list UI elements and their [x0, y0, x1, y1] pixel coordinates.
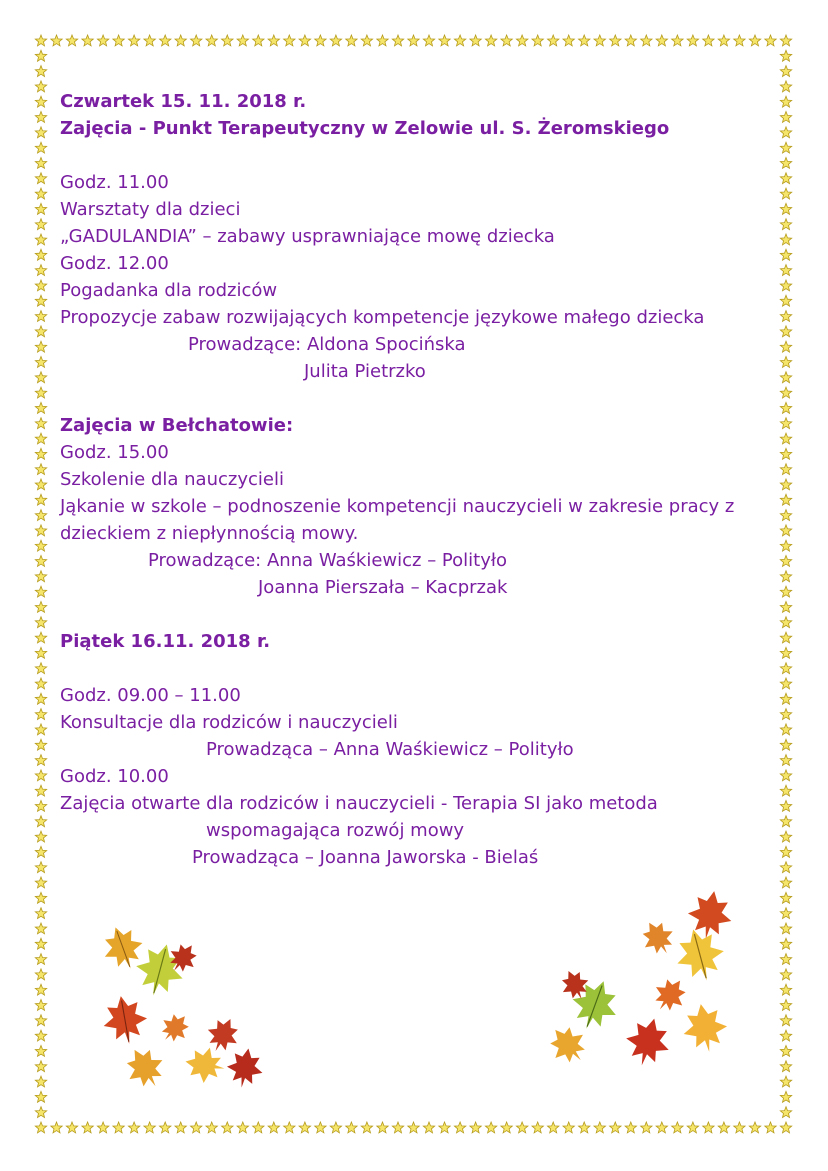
star-icon [35, 525, 46, 536]
star-icon [35, 402, 46, 413]
star-icon [222, 35, 234, 46]
star-icon [780, 1076, 791, 1087]
autumn-leaves-icon [540, 880, 740, 1080]
star-icon [35, 1107, 46, 1118]
star-icon [35, 617, 46, 628]
day-heading-thursday: Czwartek 15. 11. 2018 r. [60, 91, 307, 112]
star-icon [579, 1122, 590, 1133]
star-icon [532, 1122, 543, 1133]
star-icon [377, 35, 388, 46]
star-icon [35, 433, 46, 444]
star-icon [641, 1122, 652, 1133]
star-icon [780, 418, 791, 429]
event-description: Jąkanie w szkole – podnoszenie kompetencji nauczycieli w zakresie pracy z [60, 496, 735, 517]
star-icon [594, 1122, 606, 1133]
venue-heading-belchatow: Zajęcia w Bełchatowie: [60, 415, 294, 436]
star-icon [284, 1122, 295, 1133]
star-icon [687, 1122, 698, 1133]
star-icon [35, 81, 46, 92]
star-icon [780, 1091, 791, 1102]
star-icon [780, 862, 791, 873]
star-icon [780, 280, 791, 291]
star-icon [35, 663, 46, 674]
star-icon [35, 265, 46, 276]
star-icon [470, 1122, 481, 1133]
star-icon [734, 35, 745, 46]
star-icon [97, 35, 108, 46]
star-icon [35, 954, 46, 965]
event-title-continued: wspomagająca rozwój mowy [206, 820, 465, 841]
star-icon [330, 35, 341, 46]
star-icon [35, 724, 46, 735]
star-icon [35, 234, 46, 245]
star-icon [780, 127, 791, 138]
star-icon [718, 35, 729, 46]
star-icon [35, 50, 46, 61]
star-icon [35, 632, 46, 643]
star-icon [175, 35, 186, 46]
star-icon [160, 1122, 171, 1133]
star-icon [610, 35, 621, 46]
star-icon [780, 801, 791, 812]
star-icon [377, 1122, 388, 1133]
star-icon [780, 923, 791, 934]
star-icon [35, 418, 46, 429]
star-icon [35, 755, 46, 766]
star-icon [35, 556, 46, 567]
star-icon [423, 35, 434, 46]
star-icon [780, 984, 791, 995]
star-icon [780, 525, 791, 536]
star-icon [35, 923, 46, 934]
star-icon [641, 35, 652, 46]
star-icon [485, 35, 496, 46]
star-icon [35, 1030, 46, 1041]
star-icon [35, 1122, 46, 1133]
time-label: Godz. 10.00 [60, 766, 169, 787]
star-icon [780, 908, 791, 919]
star-icon [35, 66, 46, 77]
star-icon [35, 1000, 46, 1011]
star-icon [703, 35, 714, 46]
star-icon [780, 387, 791, 398]
star-icon [35, 326, 46, 337]
star-icon [516, 1122, 528, 1133]
star-icon [35, 602, 46, 613]
star-icon [35, 127, 46, 138]
time-label: Godz. 15.00 [60, 442, 169, 463]
star-icon [268, 1122, 279, 1133]
venue-heading-zelow: Zajęcia - Punkt Terapeutyczny w Zelowie ul. S. Żeromskiego [60, 118, 670, 139]
star-icon [35, 571, 46, 582]
star-icon [780, 663, 791, 674]
star-icon [206, 1122, 217, 1133]
star-icon [501, 1122, 512, 1133]
star-icon [35, 586, 46, 597]
star-icon [780, 617, 791, 628]
star-icon [35, 693, 46, 704]
star-icon [408, 1122, 419, 1133]
announcement [60, 88, 780, 871]
star-icon [35, 249, 46, 260]
star-icon [780, 265, 791, 276]
star-icon [780, 831, 791, 842]
star-icon [780, 969, 791, 980]
star-icon [780, 35, 791, 46]
autumn-leaves-icon [95, 920, 280, 1095]
star-icon [780, 785, 791, 796]
star-icon [718, 1122, 729, 1133]
star-icon [361, 35, 372, 46]
star-icon [35, 785, 46, 796]
star-icon [610, 1122, 621, 1133]
star-icon [392, 1122, 403, 1133]
star-icon [160, 35, 171, 46]
star-icon [35, 372, 46, 383]
star-icon [82, 1122, 93, 1133]
star-icon [299, 35, 311, 46]
time-label: Godz. 11.00 [60, 172, 169, 193]
star-icon [346, 1122, 357, 1133]
star-icon [749, 35, 760, 46]
star-icon [35, 1015, 46, 1026]
star-icon [780, 173, 791, 184]
star-icon [780, 357, 791, 368]
star-icon [563, 35, 574, 46]
star-icon [35, 387, 46, 398]
star-icon [780, 1061, 791, 1072]
star-icon [392, 35, 403, 46]
star-icon [66, 1122, 77, 1133]
star-icon [672, 35, 684, 46]
star-icon [97, 1122, 108, 1133]
star-icon [780, 295, 791, 306]
star-icon [66, 35, 77, 46]
star-icon [780, 464, 791, 475]
star-icon [687, 35, 698, 46]
leaders-line: Joanna Pierszała – Kacprzak [258, 577, 508, 598]
star-icon [35, 1091, 46, 1102]
star-icon [35, 96, 46, 107]
star-icon [35, 219, 46, 230]
star-icon [780, 448, 791, 459]
star-icon [35, 969, 46, 980]
star-icon [780, 234, 791, 245]
star-icon [35, 739, 46, 750]
star-icon [51, 1122, 62, 1133]
star-icon [51, 35, 62, 46]
star-icon [780, 158, 791, 169]
event-description: Propozycje zabaw rozwijających kompetencje językowe małego dziecka [60, 307, 705, 328]
star-icon [35, 203, 46, 214]
star-icon [734, 1122, 745, 1133]
star-icon [780, 1122, 791, 1133]
star-icon [35, 1076, 46, 1087]
star-icon [35, 173, 46, 184]
star-icon [299, 1122, 311, 1133]
star-icon [175, 1122, 186, 1133]
star-icon [780, 632, 791, 643]
time-label: Godz. 09.00 – 11.00 [60, 685, 241, 706]
star-icon [35, 464, 46, 475]
star-icon [35, 112, 46, 123]
star-icon [144, 1122, 156, 1133]
star-icon [780, 877, 791, 888]
star-icon [780, 755, 791, 766]
star-icon [35, 862, 46, 873]
star-icon [780, 249, 791, 260]
star-icon [780, 402, 791, 413]
star-icon [361, 1122, 372, 1133]
star-icon [191, 35, 202, 46]
star-icon [780, 724, 791, 735]
star-icon [35, 540, 46, 551]
star-icon [35, 908, 46, 919]
star-icon [128, 1122, 139, 1133]
star-icon [35, 142, 46, 153]
star-icon [35, 1061, 46, 1072]
star-icon [579, 35, 590, 46]
star-icon [439, 35, 450, 46]
star-icon [284, 35, 295, 46]
star-icon [749, 1122, 760, 1133]
star-icon [656, 35, 667, 46]
star-icon [35, 188, 46, 199]
star-icon [35, 341, 46, 352]
star-icon [268, 35, 279, 46]
star-icon [516, 35, 528, 46]
star-icon [253, 1122, 264, 1133]
star-icon [780, 846, 791, 857]
star-icon [780, 892, 791, 903]
star-icon [780, 341, 791, 352]
event-description: „GADULANDIA” – zabawy usprawniające mowę dziecka [60, 226, 555, 247]
event-description: dzieckiem z niepłynnością mowy. [60, 523, 359, 544]
star-icon [35, 846, 46, 857]
star-icon [780, 709, 791, 720]
event-title: Konsultacje dla rodziców i nauczycieli [60, 712, 398, 733]
star-icon [780, 203, 791, 214]
star-icon [35, 1046, 46, 1057]
star-icon [780, 66, 791, 77]
star-icon [470, 35, 481, 46]
star-icon [780, 1107, 791, 1118]
star-icon [563, 1122, 574, 1133]
star-icon [35, 984, 46, 995]
star-icon [35, 35, 46, 46]
star-icon [113, 35, 124, 46]
star-icon [625, 35, 636, 46]
star-icon [346, 35, 357, 46]
star-icon [35, 709, 46, 720]
star-icon [35, 280, 46, 291]
star-icon [191, 1122, 202, 1133]
star-icon [439, 1122, 450, 1133]
star-icon [35, 678, 46, 689]
star-icon [35, 357, 46, 368]
star-icon [780, 1015, 791, 1026]
star-icon [35, 448, 46, 459]
star-icon [35, 158, 46, 169]
star-icon [780, 326, 791, 337]
star-icon [780, 1030, 791, 1041]
star-icon [780, 96, 791, 107]
day-heading-friday: Piątek 16.11. 2018 r. [60, 631, 271, 652]
star-icon [780, 571, 791, 582]
star-icon [113, 1122, 124, 1133]
star-icon [780, 494, 791, 505]
star-icon [315, 35, 326, 46]
event-title: Warsztaty dla dzieci [60, 199, 241, 220]
star-icon [780, 693, 791, 704]
star-icon [703, 1122, 714, 1133]
time-label: Godz. 12.00 [60, 253, 169, 274]
star-icon [35, 311, 46, 322]
star-icon [35, 816, 46, 827]
star-icon [765, 1122, 776, 1133]
star-icon [672, 1122, 684, 1133]
star-icon [237, 35, 248, 46]
leaders-line: Prowadzące: Anna Waśkiewicz – Polityło [148, 550, 507, 571]
star-icon [330, 1122, 341, 1133]
star-icon [594, 35, 606, 46]
star-icon [780, 938, 791, 949]
star-icon [780, 81, 791, 92]
star-icon [780, 647, 791, 658]
star-icon [35, 770, 46, 781]
star-icon [780, 433, 791, 444]
star-icon [625, 1122, 636, 1133]
leaders-line: Prowadzące: Aldona Spocińska [188, 334, 466, 355]
star-icon [35, 801, 46, 812]
event-title: Szkolenie dla nauczycieli [60, 469, 284, 490]
star-icon [144, 35, 156, 46]
star-icon [501, 35, 512, 46]
star-icon [780, 1000, 791, 1011]
star-icon [548, 35, 559, 46]
star-icon [532, 35, 543, 46]
star-icon [423, 1122, 434, 1133]
star-icon [35, 510, 46, 521]
star-icon [780, 50, 791, 61]
star-icon [780, 311, 791, 322]
leaders-line: Julita Pietrzko [304, 361, 426, 382]
star-icon [128, 35, 139, 46]
star-icon [780, 602, 791, 613]
star-icon [780, 770, 791, 781]
star-icon [780, 479, 791, 490]
star-icon [780, 678, 791, 689]
star-icon [454, 35, 465, 46]
star-icon [485, 1122, 496, 1133]
star-icon [656, 1122, 667, 1133]
star-icon [780, 1046, 791, 1057]
star-icon [548, 1122, 559, 1133]
star-icon [35, 295, 46, 306]
leaders-line: Prowadząca – Anna Waśkiewicz – Polityło [206, 739, 574, 760]
star-icon [35, 479, 46, 490]
star-icon [35, 877, 46, 888]
star-icon [780, 372, 791, 383]
star-icon [765, 35, 776, 46]
star-icon [780, 556, 791, 567]
star-icon [35, 831, 46, 842]
star-icon [408, 35, 419, 46]
star-icon [315, 1122, 326, 1133]
star-icon [82, 35, 93, 46]
star-icon [780, 586, 791, 597]
star-icon [454, 1122, 465, 1133]
event-title: Pogadanka dla rodziców [60, 280, 278, 301]
star-icon [780, 510, 791, 521]
star-icon [780, 540, 791, 551]
star-icon [780, 954, 791, 965]
event-title: Zajęcia otwarte dla rodziców i nauczycieli - Terapia SI jako metoda [60, 793, 658, 814]
star-icon [780, 112, 791, 123]
star-icon [780, 816, 791, 827]
star-icon [237, 1122, 248, 1133]
star-icon [780, 142, 791, 153]
star-icon [206, 35, 217, 46]
star-icon [780, 219, 791, 230]
leaders-line: Prowadząca – Joanna Jaworska - Bielaś [192, 847, 539, 868]
star-icon [35, 892, 46, 903]
star-icon [35, 647, 46, 658]
star-icon [35, 494, 46, 505]
star-icon [222, 1122, 234, 1133]
star-icon [780, 188, 791, 199]
star-icon [780, 739, 791, 750]
star-icon [35, 938, 46, 949]
star-icon [253, 35, 264, 46]
